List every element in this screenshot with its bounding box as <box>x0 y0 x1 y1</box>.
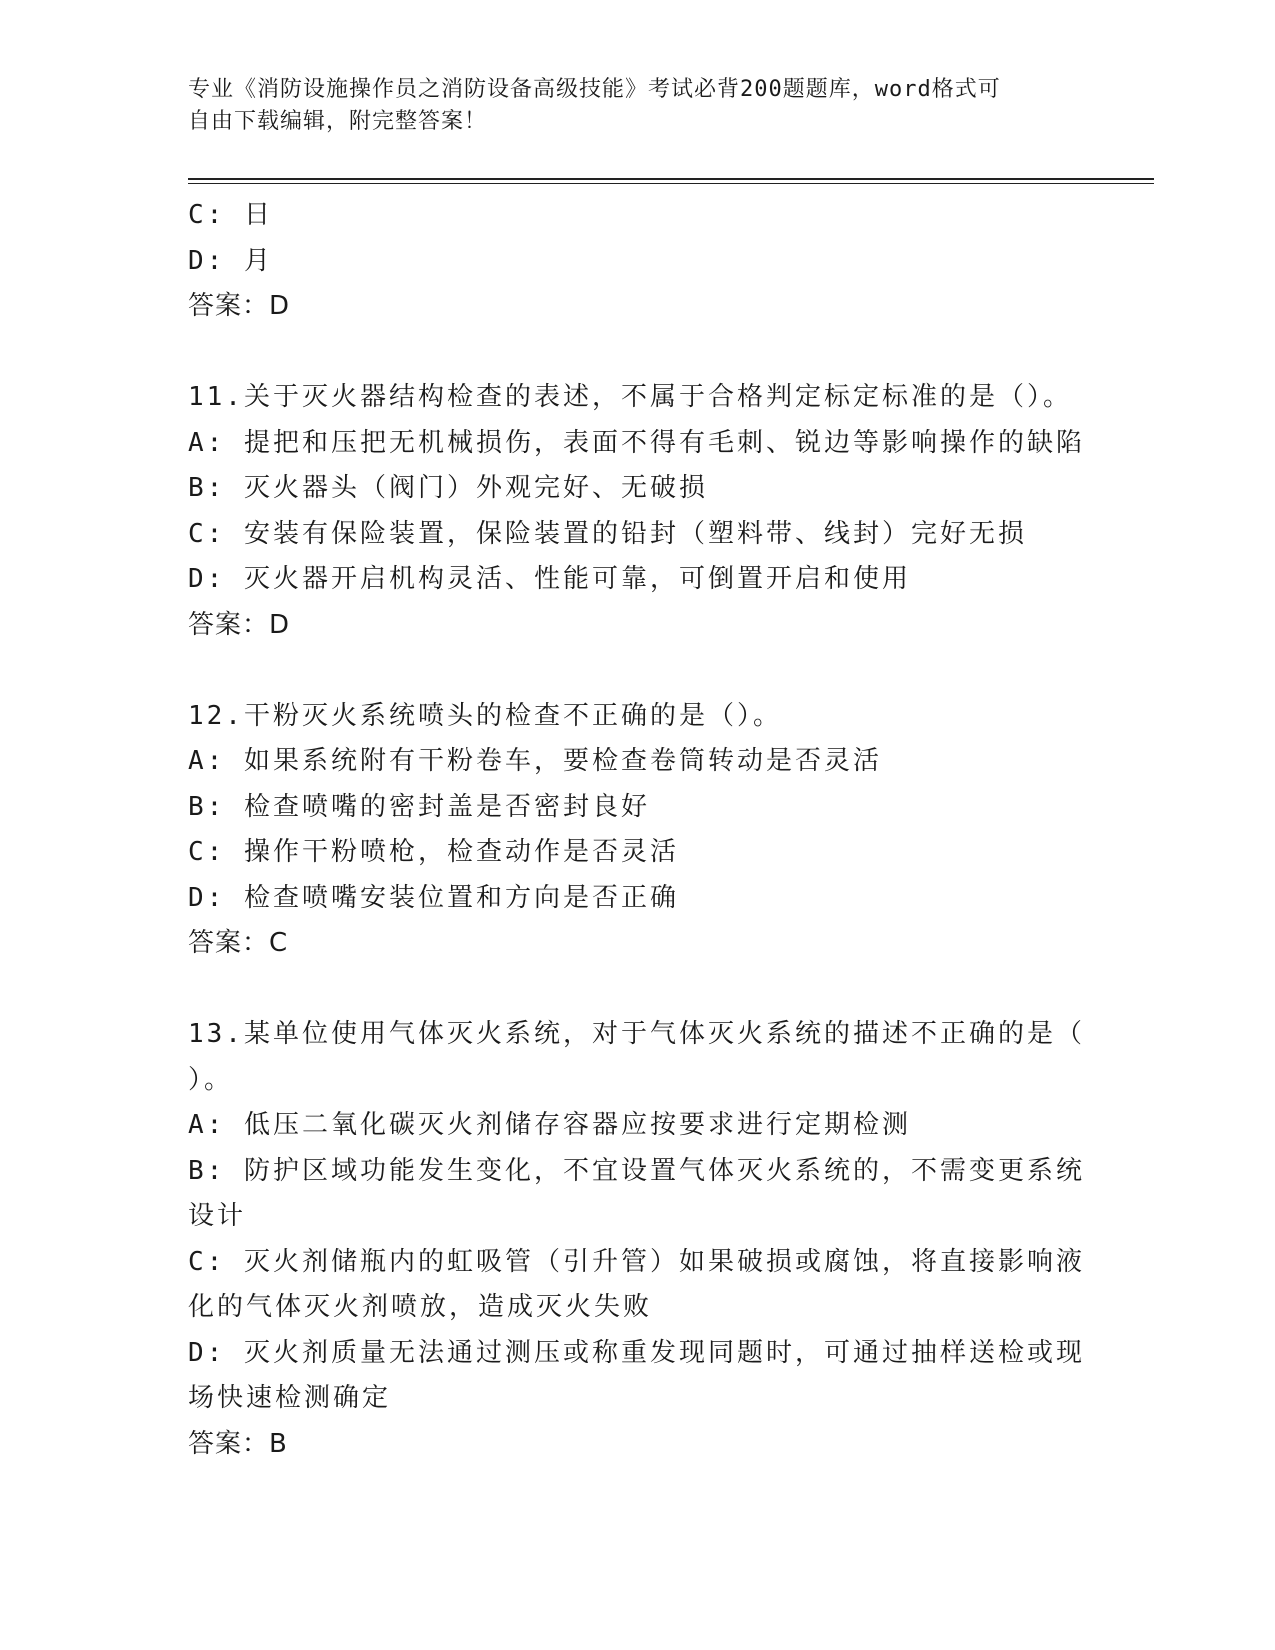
header-divider-thick <box>188 178 1154 180</box>
question-stem-line-2: ）。 <box>188 1064 234 1095</box>
question-stem: 12.干粉灭火系统喷头的检查不正确的是（）。 <box>188 700 782 731</box>
option-b: B: 灭火器头（阀门）外观完好、无破损 <box>188 473 708 503</box>
option-c-line-2: 化的气体灭火剂喷放，造成灭火失败 <box>188 1292 653 1322</box>
option-c: C: 操作干粉喷枪，检查动作是否灵活 <box>188 837 679 867</box>
spacer <box>188 648 1088 694</box>
option-d: D: 检查喷嘴安装位置和方向是否正确 <box>188 882 679 913</box>
spacer <box>188 330 1088 376</box>
question-block-prev <box>188 193 1088 330</box>
question-stem: 11.关于灭火器结构检查的表述，不属于合格判定标定标准的是（）。 <box>188 382 1072 412</box>
question-stem-line-1: 13.某单位使用气体灭火系统，对于气体灭火系统的描述不正确的是（ <box>188 1019 1085 1049</box>
question-block-11 <box>188 375 1088 648</box>
option-c: C: 安装有保险装置，保险装置的铅封（塑料带、线封）完好无损 <box>188 518 1027 549</box>
option-a: A: 提把和压把无机械损伤，表面不得有毛刺、锐边等影响操作的缺陷 <box>188 427 1085 458</box>
question-block-13 <box>188 1012 1088 1467</box>
header-line-1: 专业《消防设施操作员之消防设备高级技能》考试必背200题题库，word格式可 <box>188 77 1001 102</box>
option-b-line-2: 设计 <box>188 1201 247 1231</box>
option-d: D: 月 <box>188 245 273 276</box>
option-c-line-1: C: 灭火剂储瓶内的虹吸管（引升管）如果破损或腐蚀，将直接影响液 <box>188 1246 1085 1277</box>
question-block-12 <box>188 694 1088 967</box>
answer-line: 答案：D <box>188 291 291 321</box>
spacer <box>188 967 1088 1013</box>
document-header <box>188 74 1068 138</box>
answer-line: 答案：D <box>188 609 291 640</box>
option-a: A: 如果系统附有干粉卷车，要检查卷筒转动是否灵活 <box>188 746 882 776</box>
option-d: D: 灭火器开启机构灵活、性能可靠，可倒置开启和使用 <box>188 564 911 594</box>
answer-line: 答案：C <box>188 928 289 958</box>
header-divider-thin <box>188 183 1154 184</box>
question-list <box>188 193 1088 1467</box>
option-d-line-1: D: 灭火剂质量无法通过测压或称重发现同题时，可通过抽样送检或现 <box>188 1337 1085 1368</box>
option-a: A: 低压二氧化碳灭火剂储存容器应按要求进行定期检测 <box>188 1110 911 1140</box>
option-b-line-1: B: 防护区域功能发生变化，不宜设置气体灭火系统的，不需变更系统 <box>188 1155 1085 1186</box>
option-c: C: 日 <box>188 200 273 230</box>
header-line-2: 自由下载编辑，附完整答案！ <box>188 109 488 134</box>
answer-line: 答案：B <box>188 1428 288 1459</box>
option-b: B: 检查喷嘴的密封盖是否密封良好 <box>188 791 650 822</box>
option-d-line-2: 场快速检测确定 <box>188 1383 392 1413</box>
